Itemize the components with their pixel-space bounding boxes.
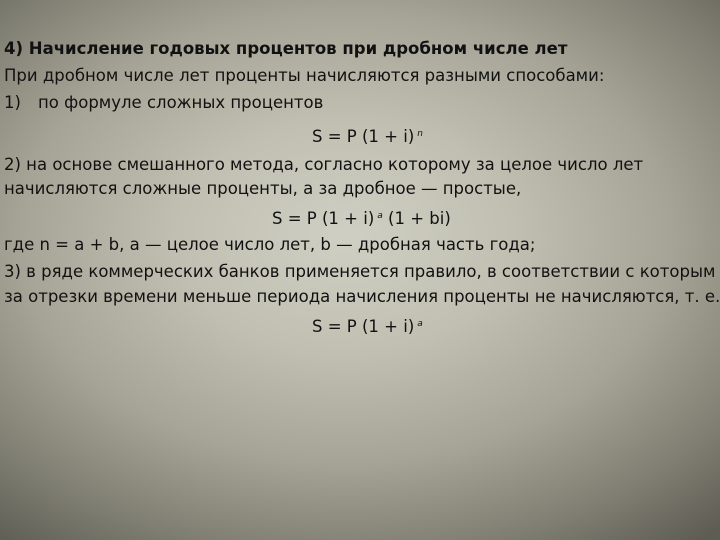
formula-bank-rule [312,313,423,338]
formula-mixed-part2: (1 + bi) [388,209,451,228]
item-2-line-1: 2) на основе смешанного метода, согласно которому за целое число лет [4,155,644,174]
formula-bank-rule-base: S = P (1 + i) [312,317,415,336]
slide-heading: 4) Начисление годовых процентов при дробном числе лет [4,39,568,58]
formula-mixed-part1: S = P (1 + i) [272,209,375,228]
item-1 [4,92,323,114]
item-1-number: 1) [4,93,21,112]
formula-compound-exponent: n [417,129,423,139]
item-1-text: по формуле сложных процентов [38,93,324,112]
formula-compound-base: S = P (1 + i) [312,127,415,146]
item-2-line-2: начисляются сложные проценты, а за дробное — простые, [4,179,522,198]
formula-mixed [272,205,451,230]
formula-compound [312,123,423,148]
formula-bank-rule-exponent: a [417,319,423,329]
item-3-line-2: за отрезки времени меньше периода начисления проценты не начисляются, т. е. [4,287,720,306]
formula-mixed-exponent: a [377,211,383,221]
item-3-line-1: 3) в ряде коммерческих банков применяется правило, в соответствии с которым [4,262,716,281]
where-text: где n = a + b, a — целое число лет, b — дробная часть года; [4,235,536,254]
intro-text: При дробном числе лет проценты начисляются разными способами: [4,66,605,85]
